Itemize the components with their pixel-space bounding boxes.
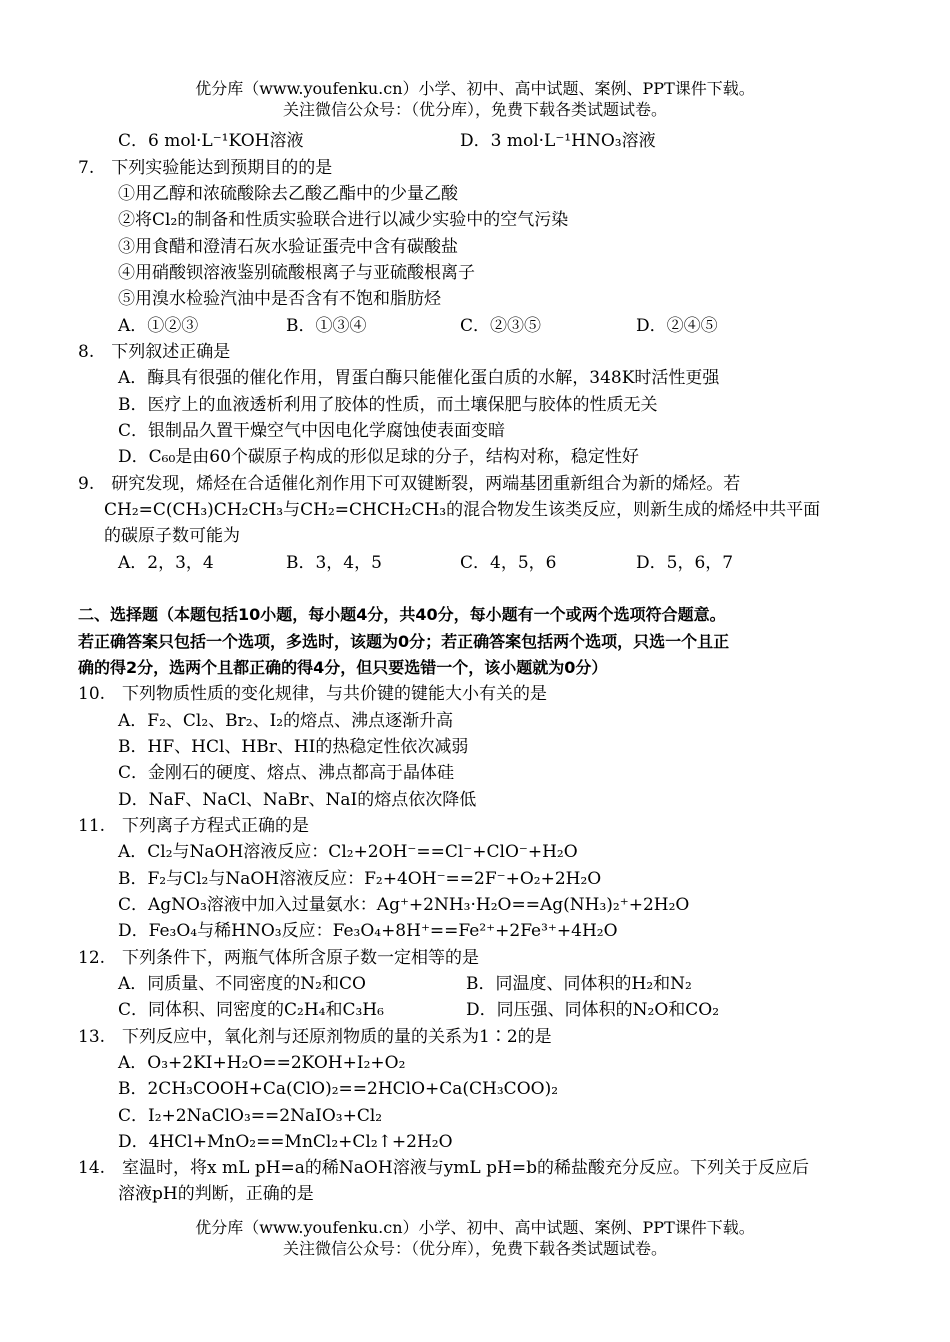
q7-option-b: B．①③④: [286, 316, 367, 336]
section-2-instructions-2: 确的得2分，选两个且都正确的得4分，但只要选错一个，该小题就为0分）: [78, 658, 608, 677]
q7-item-5: ⑤用溴水检验汽油中是否含有不饱和脂肪烃: [118, 289, 441, 309]
question-14-line-2: 溶液pH的判断，正确的是: [118, 1184, 314, 1204]
q9-option-b: B．3，4，5: [286, 553, 382, 573]
q13-option-c: C．I₂+2NaClO₃==2NaIO₃+Cl₂: [118, 1106, 383, 1126]
q11-option-b: B．F₂与Cl₂与NaOH溶液反应：F₂+4OH⁻==2F⁻+O₂+2H₂O: [118, 869, 602, 889]
q7-option-c: C．②③⑤: [460, 316, 542, 336]
q12-option-b: B．同温度、同体积的H₂和N₂: [466, 974, 692, 994]
question-10: 10. 下列物质性质的变化规律，与共价键的键能大小有关的是: [78, 684, 548, 704]
q9-option-c: C．4，5，6: [460, 553, 557, 573]
q11-option-a: A．Cl₂与NaOH溶液反应：Cl₂+2OH⁻==Cl⁻+ClO⁻+H₂O: [118, 842, 578, 862]
q12-option-d: D．同压强、同体积的N₂O和CO₂: [466, 1000, 720, 1020]
q10-option-d: D．NaF、NaCl、NaBr、NaI的熔点依次降低: [118, 790, 477, 810]
question-9-line-2: CH₂=C(CH₃)CH₂CH₃与CH₂=CHCH₂CH₃的混合物发生该类反应，则新生成的烯烃中共平面: [104, 500, 821, 520]
q13-option-d: D．4HCl+MnO₂==MnCl₂+Cl₂↑+2H₂O: [118, 1132, 453, 1152]
q8-option-a: A．酶具有很强的催化作用，胃蛋白酶只能催化蛋白质的水解，348K时活性更强: [118, 368, 720, 388]
question-12: 12. 下列条件下，两瓶气体所含原子数一定相等的是: [78, 948, 480, 968]
question-14: 14. 室温时，将x mL pH=a的稀NaOH溶液与ymL pH=b的稀盐酸充分反应。下列关于反应后: [78, 1158, 809, 1178]
q7-item-1: ①用乙醇和浓硫酸除去乙酸乙酯中的少量乙酸: [118, 184, 458, 204]
question-9-line-3: 的碳原子数可能为: [104, 526, 240, 546]
q7-item-4: ④用硝酸钡溶液鉴别硫酸根离子与亚硫酸根离子: [118, 263, 475, 283]
q13-option-b: B．2CH₃COOH+Ca(ClO)₂==2HClO+Ca(CH₃COO)₂: [118, 1079, 559, 1099]
q6-option-c: C．6 mol·L⁻¹KOH溶液: [118, 131, 304, 151]
q11-option-c: C．AgNO₃溶液中加入过量氨水：Ag⁺+2NH₃·H₂O==Ag(NH₃)₂⁺+2H₂O: [118, 895, 690, 915]
header-line-1: 优分库（www.youfenku.cn）小学、初中、高中试题、案例、PPT课件下载。: [195, 79, 755, 98]
footer-line-1: 优分库（www.youfenku.cn）小学、初中、高中试题、案例、PPT课件下载。: [195, 1218, 755, 1237]
q8-option-b: B．医疗上的血液透析利用了胶体的性质，而土壤保肥与胶体的性质无关: [118, 395, 658, 415]
q7-option-a: A．①②③: [118, 316, 199, 336]
question-11: 11. 下列离子方程式正确的是: [78, 816, 310, 836]
q8-option-d: D．C₆₀是由60个碳原子构成的形似足球的分子，结构对称，稳定性好: [118, 447, 639, 467]
q9-option-d: D．5，6，7: [636, 553, 734, 573]
q12-option-a: A．同质量、不同密度的N₂和CO: [118, 974, 366, 994]
question-13: 13. 下列反应中，氧化剂与还原剂物质的量的关系为1∶2的是: [78, 1027, 552, 1047]
section-2-heading: 二、选择题（本题包括10小题，每小题4分，共40分，每小题有一个或两个选项符合题意。: [78, 605, 726, 624]
footer-line-2: 关注微信公众号：（优分库），免费下载各类试题试卷。: [282, 1239, 667, 1258]
q10-option-c: C．金刚石的硬度、熔点、沸点都高于晶体硅: [118, 763, 455, 783]
q10-option-b: B．HF、HCl、HBr、HI的热稳定性依次减弱: [118, 737, 469, 757]
q6-option-d: D．3 mol·L⁻¹HNO₃溶液: [460, 131, 656, 151]
q11-option-d: D．Fe₃O₄与稀HNO₃反应：Fe₃O₄+8H⁺==Fe²⁺+2Fe³⁺+4H₂O: [118, 921, 618, 941]
question-9: 9. 研究发现，烯烃在合适催化剂作用下可双键断裂，两端基团重新组合为新的烯烃。若: [78, 474, 741, 494]
q8-option-c: C．银制品久置干燥空气中因电化学腐蚀使表面变暗: [118, 421, 506, 441]
q13-option-a: A．O₃+2KI+H₂O==2KOH+I₂+O₂: [118, 1053, 406, 1073]
q9-option-a: A．2，3，4: [118, 553, 214, 573]
header-line-2: 关注微信公众号：（优分库），免费下载各类试题试卷。: [282, 100, 667, 119]
q7-option-d: D．②④⑤: [636, 316, 718, 336]
q10-option-a: A．F₂、Cl₂、Br₂、I₂的熔点、沸点逐渐升高: [118, 711, 454, 731]
section-2-instructions-1: 若正确答案只包括一个选项，多选时，该题为0分；若正确答案包括两个选项，只选一个且正: [78, 632, 730, 651]
question-8: 8. 下列叙述正确是: [78, 342, 231, 362]
q7-item-3: ③用食醋和澄清石灰水验证蛋壳中含有碳酸盐: [118, 237, 458, 257]
question-7: 7. 下列实验能达到预期目的的是: [78, 158, 333, 178]
q7-item-2: ②将Cl₂的制备和性质实验联合进行以减少实验中的空气污染: [118, 210, 569, 230]
q12-option-c: C．同体积、同密度的C₂H₄和C₃H₆: [118, 1000, 384, 1020]
